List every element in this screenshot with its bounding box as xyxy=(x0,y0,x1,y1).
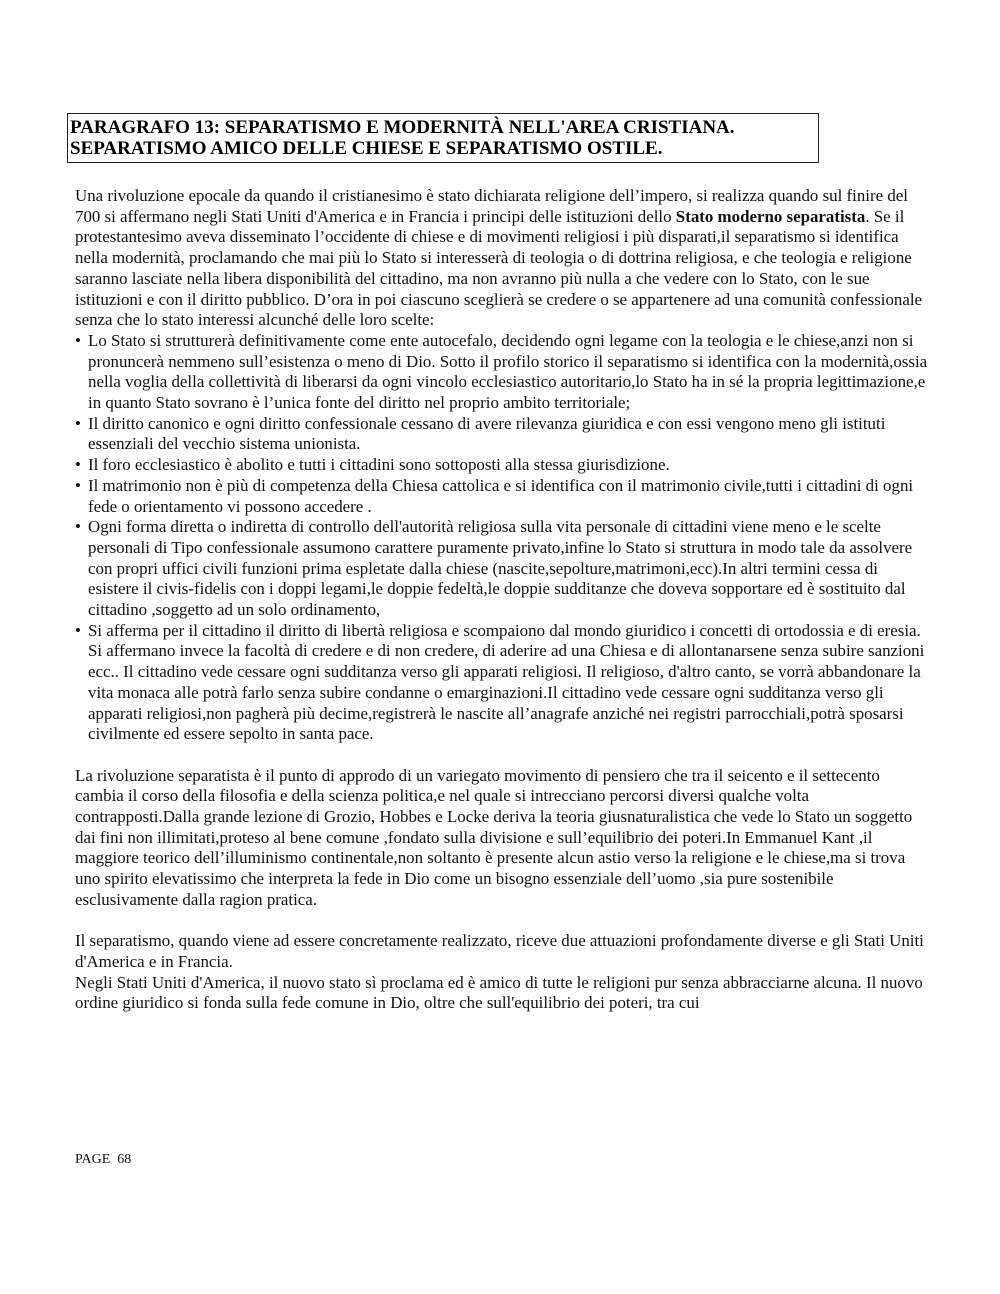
heading-line-2: SEPARATISMO AMICO DELLE CHIESE E SEPARATISMO OSTILE. xyxy=(70,138,663,159)
intro-paragraph xyxy=(75,186,931,331)
bullet-list xyxy=(75,331,931,745)
bullet-item: • Il diritto canonico e ogni diritto confessionale cessano di avere rilevanza giuridica e con essi vengono meno gli istituti essenziali del vecchio sistema unionista. xyxy=(75,414,931,455)
page-number: PAGE 68 xyxy=(75,1152,132,1167)
section-heading xyxy=(67,113,819,163)
paragraph-separatist-revolution: La rivoluzione separatista è il punto di approdo di un variegato movimento di pensiero che tra il seicento e il settecento cambia il corso della filosofia e della scienza politica,e nel quale si intrecciano percorsi diversi qualche volta contrapposti.Dalla grande lezione di Grozio, Hobbes e Locke deriva la teoria giusnaturalistica che vede lo Stato un soggetto dai fini non illimitati,proteso al bene comune ,fondato sulla divisione e sull’equilibrio dei poteri.In Emmanuel Kant ,il maggiore teorico dell’illuminismo continentale,non soltanto è presente alcun astio verso la religione e le chiese,ma si trova uno spirito elevatissimo che interpreta la fede in Dio come un bisogno essenziale dell’uomo ,sia pure sostenibile esclusivamente dalla ragion pratica. xyxy=(75,765,913,909)
paragraph-gap xyxy=(75,745,931,766)
bullet-item: • Ogni forma diretta o indiretta di controllo dell'autorità religiosa sulla vita personale di cittadini viene meno e le scelte personali di Tipo confessionale assumono carattere puramente privato,infine lo Stato si struttura in modo tale da assolvere con propri uffici civili funzioni prima espletate dalla chiese (nascite,sepolture,matrimoni,ecc).In altri termini cessa di esistere il civis-fidelis con i doppi legami,le doppie fedeltà,le doppie sudditanze che doveva sopportare ed è sostituito dal cittadino ,soggetto ad un solo ordinamento, xyxy=(75,517,931,621)
document-body xyxy=(75,186,931,1014)
intro-text-before: Una rivoluzione epocale da quando il cristianesimo è stato dichiarata religione dell’impero, si realizza quando sul finire del 700 si affermano negli Stati Uniti d'America e in Francia i principi delle istituzioni dello xyxy=(75,186,908,226)
paragraph-usa: Negli Stati Uniti d'America, il nuovo stato sì proclama ed è amico di tutte le religioni pur senza abbracciarne alcuna. Il nuovo ordine giuridico si fonda sulla fede comune in Dio, oltre che sull'equilibrio dei poteri, tra cui xyxy=(75,972,923,1013)
heading-line-1: PARAGRAFO 13: SEPARATISMO E MODERNITÀ NELL'AREA CRISTIANA. xyxy=(70,117,735,138)
paragraph-two-implementations: Il separatismo, quando viene ad essere concretamente realizzato, riceve due attuazioni profondamente diverse e gli Stati Uniti d'America e in Francia. xyxy=(75,931,924,971)
intro-text-after: . Se il protestantesimo aveva disseminato l’occidente di chiese e di movimenti religiosi i più disparati,il separatismo si identifica nella modernità, proclamando che mai più lo Stato si interesserà di teologia o di dottrina religiosa, e che teologia e religione saranno lasciate nella libera disponibilità del cittadino, ma non avranno più nulla a che vedere con lo Stato, con le sue istituzioni e con il diritto pubblico. D’ora in poi ciascuno sceglierà se credere o se appartenere ad una comunità confessionale senza che lo stato interessi alcunché delle loro scelte: xyxy=(75,206,923,330)
bullet-item: • Lo Stato si strutturerà definitivamente come ente autocefalo, decidendo ogni legame con la teologia e le chiese,anzi non si pronuncerà nemmeno sull’esistenza o meno di Dio. Sotto il profilo storico il separatismo si identifica con la modernità,ossia nella voglia della collettività di liberarsi da ogni vincolo ecclesiastico autoritario,lo Stato ha in sé la propria legittimazione,e in quanto Stato sovrano è l’unica fonte del diritto nel proprio ambito territoriale; xyxy=(75,331,931,414)
bullet-item: • Si afferma per il cittadino il diritto di libertà religiosa e scompaiono dal mondo giuridico i concetti di ortodossia e di eresia. Si affermano invece la facoltà di credere e di non credere, di aderire ad una Chiesa e di allontanarsene senza subire sanzioni ecc.. Il cittadino vede cessare ogni sudditanza verso gli apparati religiosi. Il religioso, d'altro canto, se vorrà abbandonare la vita monaca alle potrà farlo senza subire condanne o emarginazioni.Il cittadino vede cessare ogni sudditanza verso gli apparati religiosi,non pagherà più decime,registrerà le nascite all’anagrafe anziché nei registri parrocchiali,potrà sposarsi civilmente ed essere sepolto in santa pace. xyxy=(75,621,931,745)
paragraph-gap xyxy=(75,911,931,932)
intro-bold-term: Stato moderno separatista xyxy=(675,206,866,226)
bullet-item: • Il foro ecclesiastico è abolito e tutti i cittadini sono sottoposti alla stessa giurisdizione. xyxy=(75,455,931,476)
bullet-item: • Il matrimonio non è più di competenza della Chiesa cattolica e si identifica con il matrimonio civile,tutti i cittadini di ogni fede o orientamento vi possono accedere . xyxy=(75,476,931,517)
